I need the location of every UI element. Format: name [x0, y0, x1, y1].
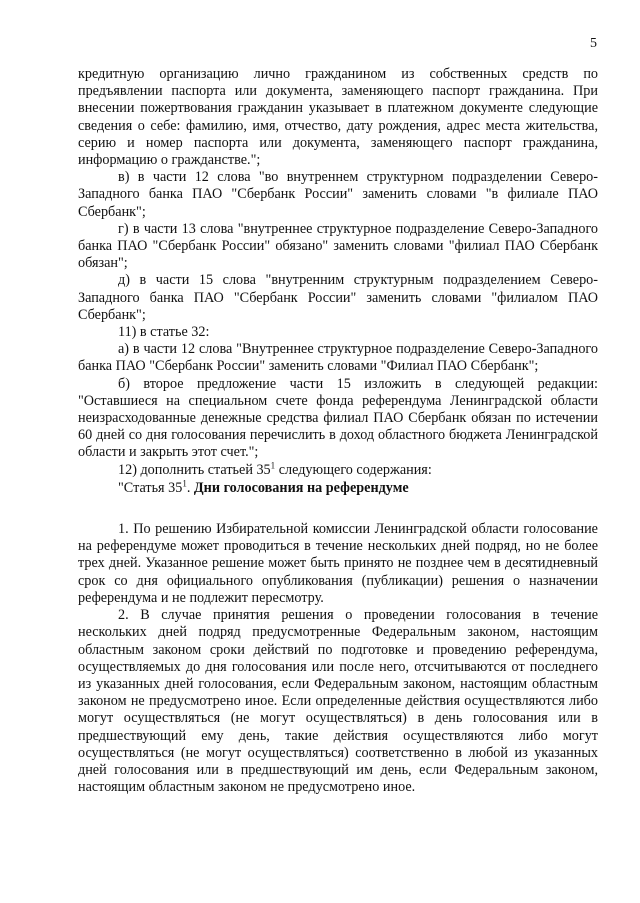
article-heading [78, 480, 598, 497]
paragraph-intro: кредитную организацию лично гражданином из собственных средств по предъявлении паспорта или документа, заменяющего паспорт гражданина. При внесении пожертвования гражданин указывает в платежном документе следующие сведения о себе: фамилию, имя, отчество, дату рождения, адрес места жительства, серию и номер паспорта или документа, заменяющего паспорт гражданина, информацию о гражданстве."; [78, 66, 598, 169]
paragraph-item-11: 11) в статье 32: [118, 324, 210, 341]
item-12-text-after: следующего содержания: [275, 461, 432, 478]
article-heading-prefix: "Статья 35 [118, 479, 183, 496]
paragraph-clause-1: 1. По решению Избирательной комиссии Ленинградской области голосование на референдуме может проводиться в течение нескольких дней подряд, но не более трех дней. Указанное решение может быть принято не позднее чем в десятидневный срок со дня официального опубликования (публикации) решения о назначении референдума и не подлежит пересмотру. [78, 521, 598, 606]
paragraph-item-d: д) в части 15 слова "внутренним структурным подразделением Северо-Западного банка ПАО "Сбербанк России" заменить словами "филиалом ПАО Сбербанк"; [78, 272, 598, 323]
paragraph-clause-2: 2. В случае принятия решения о проведении голосования в течение нескольких дней подряд предусмотренные Федеральным законом, настоящим областным законом сроки действий по подготовке и проведению референдума, осуществляемых до дня голосования или после него, отсчитываются от последнего из указанных дней голосования, если Федеральным законом, настоящим областным законом не предусмотрено иное. Если определенные действия осуществляются либо могут осуществляться (не могут осуществляться) в день голосования или в предшествующий ему день, такие действия осуществляются либо могут осуществляться (не могут осуществляться) соответственно в любой из указанных дней голосования или в предшествующий им день, если Федеральным законом, настоящим областным законом не предусмотрено иное. [78, 607, 598, 796]
document-body [78, 66, 598, 796]
spacer [78, 497, 598, 521]
paragraph-item-11a: а) в части 12 слова "Внутреннее структурное подразделение Северо-Западного банка ПАО "Сбербанк России" заменить словами "Филиал ПАО Сбербанк"; [78, 341, 598, 375]
paragraph-item-11b: б) второе предложение части 15 изложить в следующей редакции: "Оставшиеся на специальном счете фонда референдума Ленинградской области неизрасходованные денежные средства филиал ПАО Сбербанк обязан по истечении 60 дней со дня голосования перечислить в доход областного бюджета Ленинградской области и закрыть этот счет."; [78, 375, 598, 461]
paragraph-item-12 [78, 459, 598, 479]
paragraph-item-v: в) в части 12 слова "во внутреннем структурном подразделении Северо-Западного банка ПАО "Сбербанк России" заменить словами "в филиале ПАО Сбербанк"; [78, 169, 598, 220]
paragraph-item-g: г) в части 13 слова "внутреннее структурное подразделение Северо-Западного банка ПАО "Сбербанк России" обязано" заменить словами "филиал ПАО Сбербанк обязан"; [78, 220, 598, 272]
article-heading-title: Дни голосования на референдуме [193, 479, 409, 496]
article-heading-superscript: 1 [182, 478, 187, 489]
item-12-text-before: 12) дополнить статьей 35 [118, 461, 271, 478]
article-heading-dot: . [186, 479, 194, 496]
item-12-superscript: 1 [270, 459, 276, 470]
page-number: 5 [590, 36, 597, 51]
